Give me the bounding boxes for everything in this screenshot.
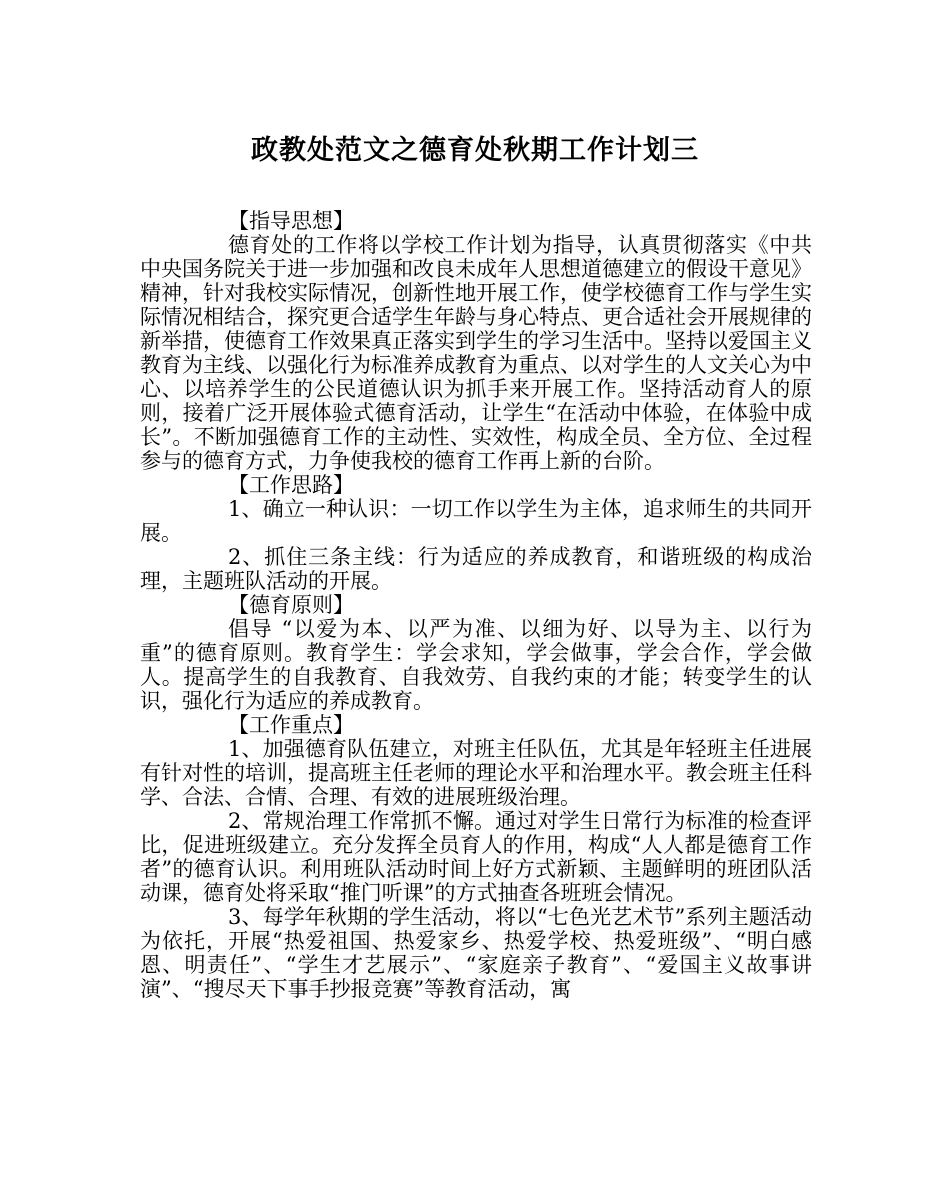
paragraph-focus-2: 2、常规治理工作常抓不懈。通过对学生日常行为标准的检查评比，促进班级建立。充分发挥全员育人的作用，构成“人人都是德育工作者”的德育认识。利用班队活动时间上好方式新颖、主题鲜明的班团队活动课，德育处将采取“推门听课”的方式抽查各班班会情况。 [140, 809, 812, 905]
paragraph-moral-principles: 倡导 “以爱为本、以严为准、以细为好、以导为主、以行为重”的德育原则。教育学生：学会求知，学会做事，学会合作，学会做人。提高学生的自我教育、自我效劳、自我约束的才能；转变学生的认识，强化行为适应的养成教育。 [140, 617, 812, 713]
document-title: 政教处范文之德育处秋期工作计划三 [251, 135, 699, 166]
paragraph-guiding-ideology: 德育处的工作将以学校工作计划为指导，认真贯彻落实《中共中央国务院关于进一步加强和改良未成年人思想道德建立的假设干意见》精神，针对我校实际情况，创新性地开展工作，使学校德育工作与学生实际情况相结合，探究更合适学生年龄与身心特点、更合适社会开展规律的新举措，使德育工作效果真正落实到学生的学习生活中。坚持以爱国主义教育为主线、以强化行为标准养成教育为重点、以对学生的人文关心为中心、以培养学生的公民道德认识为抓手来开展工作。坚持活动育人的原则，接着广泛开展体验式德育活动，让学生“在活动中体验，在体验中成长”。不断加强德育工作的主动性、实效性，构成全员、全方位、全过程参与的德育方式，力争使我校的德育工作再上新的台阶。 [140, 233, 812, 473]
paragraph-approach-2: 2、抓住三条主线：行为适应的养成教育，和谐班级的构成治理，主题班队活动的开展。 [140, 545, 812, 593]
paragraph-focus-1: 1、加强德育队伍建立，对班主任队伍，尤其是年轻班主任进展有针对性的培训，提高班主任老师的理论水平和治理水平。教会班主任科学、合法、合情、合理、有效的进展班级治理。 [140, 737, 812, 809]
paragraph-focus-3: 3、每学年秋期的学生活动，将以“七色光艺术节”系列主题活动为依托，开展“热爱祖国、热爱家乡、热爱学校、热爱班级”、“明白感恩、明责任”、“学生才艺展示”、“家庭亲子教育”、“爱国主义故事讲演”、“搜尽天下事手抄报竞赛”等教育活动，寓 [140, 905, 812, 1001]
document-body [140, 209, 812, 1001]
section-heading-moral-principles: 【德育原则】 [228, 593, 354, 617]
section-heading-work-focus: 【工作重点】 [228, 713, 354, 737]
section-heading-work-approach: 【工作思路】 [228, 473, 354, 497]
paragraph-approach-1: 1、确立一种认识：一切工作以学生为主体，追求师生的共同开展。 [140, 497, 812, 545]
section-heading-guiding-ideology: 【指导思想】 [228, 209, 354, 233]
